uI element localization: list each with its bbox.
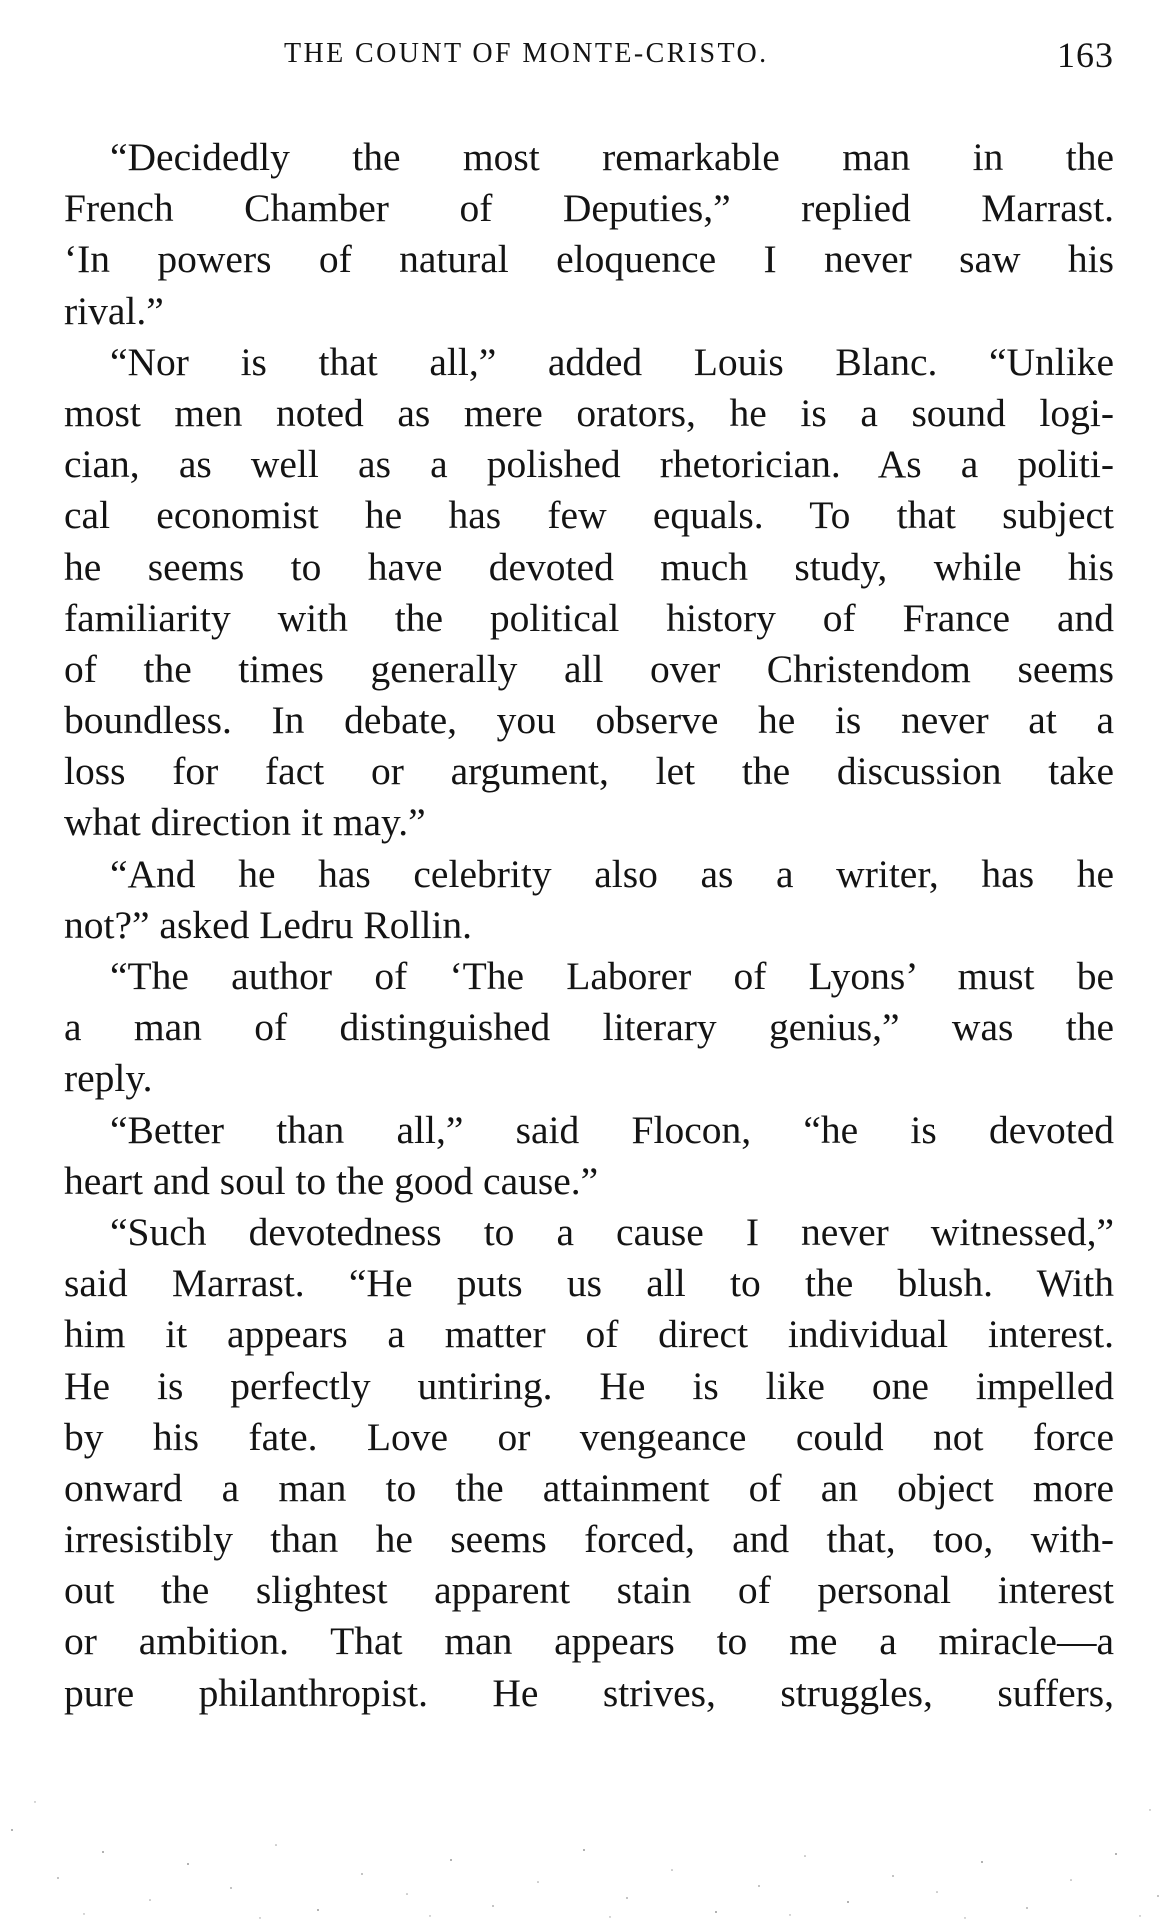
page-header xyxy=(64,34,1114,82)
text-line: reply. xyxy=(64,1056,153,1101)
text-line: “And he has celebrity also as a writer, has he xyxy=(110,851,1114,896)
text-line: onward a man to the attainment of an object more xyxy=(64,1465,1114,1510)
text-line: French Chamber of Deputies,” replied Marrast. xyxy=(64,186,1114,231)
text-line: loss for fact or argument, let the discussion take xyxy=(64,749,1114,794)
paper-specks xyxy=(0,1790,1175,1923)
text-line: what direction it may.” xyxy=(64,800,426,845)
text-line: He is perfectly untiring. He is like one impelled xyxy=(64,1363,1114,1408)
text-line: most men noted as mere orators, he is a sound logi- xyxy=(64,390,1114,435)
text-line: heart and soul to the good cause.” xyxy=(64,1158,599,1203)
text-line: a man of distinguished literary genius,” was the xyxy=(64,1005,1114,1050)
text-line: rival.” xyxy=(64,288,164,333)
text-line: not?” asked Ledru Rollin. xyxy=(64,902,473,947)
text-line: “Decidedly the most remarkable man in the xyxy=(110,135,1114,179)
text-line: pure philanthropist. He strives, struggles, suffers, xyxy=(64,1670,1114,1715)
body-text xyxy=(64,132,1114,1719)
text-line: familiarity with the political history of France and xyxy=(64,595,1114,640)
text-line: he seems to have devoted much study, while his xyxy=(64,544,1114,589)
text-line: “The author of ‘The Laborer of Lyons’ must be xyxy=(110,954,1114,998)
text-line: by his fate. Love or vengeance could not force xyxy=(64,1414,1114,1459)
text-line: ‘In powers of natural eloquence I never saw his xyxy=(64,237,1114,282)
text-line: said Marrast. “He puts us all to the blush. With xyxy=(64,1261,1114,1306)
text-line: boundless. In debate, you observe he is never at a xyxy=(64,698,1114,743)
text-line: out the slightest apparent stain of personal interest xyxy=(64,1568,1114,1613)
page-number: 163 xyxy=(1057,35,1114,75)
text-line: “Better than all,” said Flocon, “he is devoted xyxy=(110,1107,1114,1152)
text-line: cal economist he has few equals. To that subject xyxy=(64,493,1114,538)
text-line: “Such devotedness to a cause I never witnessed,” xyxy=(110,1209,1114,1254)
text-line: “Nor is that all,” added Louis Blanc. “Unlike xyxy=(110,339,1114,384)
text-line: cian, as well as a polished rhetorician. As a politi- xyxy=(64,442,1114,487)
text-line: of the times generally all over Christendom seems xyxy=(64,646,1114,691)
running-title: THE COUNT OF MONTE-CRISTO. xyxy=(284,38,769,69)
text-line: irresistibly than he seems forced, and that, too, with- xyxy=(64,1517,1114,1562)
text-line: or ambition. That man appears to me a miracle—a xyxy=(64,1619,1114,1664)
text-line: him it appears a matter of direct individual interest. xyxy=(64,1312,1114,1357)
